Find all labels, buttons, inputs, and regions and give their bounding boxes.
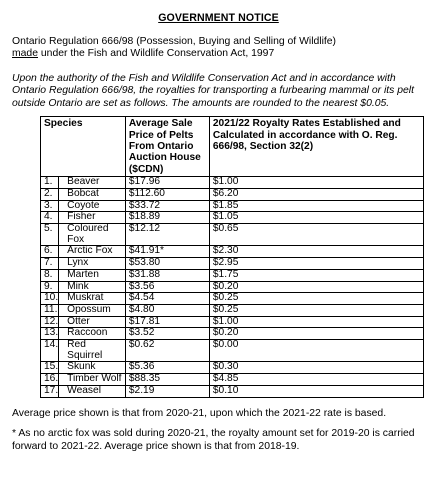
average-price-note: Average price shown is that from 2020-21, upon which the 2021-22 rate is based. [12, 407, 387, 419]
average-price: $41.91* [125, 246, 209, 258]
table-row [41, 385, 424, 397]
species-name: Timber Wolf [59, 374, 126, 386]
species-name: Lynx [59, 258, 126, 270]
royalty-rate: $0.20 [209, 281, 423, 293]
notice-title: GOVERNMENT NOTICE [158, 12, 279, 24]
royalty-rate: $1.85 [209, 200, 423, 212]
average-price: $31.88 [125, 269, 209, 281]
average-price: $4.80 [125, 304, 209, 316]
row-number: 14. [41, 340, 59, 362]
species-name: Marten [59, 269, 126, 281]
table-row [41, 258, 424, 270]
royalty-table-body [41, 177, 424, 397]
species-name: Skunk [59, 362, 126, 374]
average-price: $2.19 [125, 385, 209, 397]
row-number: 17. [41, 385, 59, 397]
row-number: 1. [41, 177, 59, 189]
species-name: Arctic Fox [59, 246, 126, 258]
table-row [41, 316, 424, 328]
species-name: Bobcat [59, 188, 126, 200]
table-row [41, 362, 424, 374]
row-number: 16. [41, 374, 59, 386]
species-name: Raccoon [59, 328, 126, 340]
royalty-rate: $1.05 [209, 212, 423, 224]
regulation-line-2 [12, 48, 425, 60]
species-name: Coyote [59, 200, 126, 212]
royalty-rate: $0.30 [209, 362, 423, 374]
table-row [41, 328, 424, 340]
table-row [41, 188, 424, 200]
species-name: Opossum [59, 304, 126, 316]
royalty-rate: $0.25 [209, 304, 423, 316]
royalty-rate: $4.85 [209, 374, 423, 386]
row-number: 4. [41, 212, 59, 224]
species-name: Otter [59, 316, 126, 328]
average-price: $88.35 [125, 374, 209, 386]
average-price: $53.80 [125, 258, 209, 270]
row-number: 6. [41, 246, 59, 258]
species-name: Beaver [59, 177, 126, 189]
table-row [41, 212, 424, 224]
average-price: $5.36 [125, 362, 209, 374]
row-number: 3. [41, 200, 59, 212]
royalty-rate: $1.00 [209, 316, 423, 328]
row-number: 11. [41, 304, 59, 316]
royalty-rate: $2.30 [209, 246, 423, 258]
table-row [41, 200, 424, 212]
average-price: $12.12 [125, 224, 209, 246]
arctic-fox-footnote: * As no arctic fox was sold during 2020-21, the royalty amount set for 2019-20 is carried forward to 2021-22. Average price shown is that from 2018-19. [12, 428, 415, 452]
royalty-rate: $1.75 [209, 269, 423, 281]
royalty-rate: $0.00 [209, 340, 423, 362]
royalty-rate: $0.65 [209, 224, 423, 246]
royalty-rate: $0.25 [209, 293, 423, 305]
average-price: $17.81 [125, 316, 209, 328]
table-row [41, 374, 424, 386]
average-price: $33.72 [125, 200, 209, 212]
average-price: $3.52 [125, 328, 209, 340]
average-price: $4.54 [125, 293, 209, 305]
row-number: 12. [41, 316, 59, 328]
royalty-rate: $0.10 [209, 385, 423, 397]
species-name: Muskrat [59, 293, 126, 305]
royalty-rate: $0.20 [209, 328, 423, 340]
row-number: 9. [41, 281, 59, 293]
row-number: 13. [41, 328, 59, 340]
average-price: $0.62 [125, 340, 209, 362]
header-species: Species [41, 117, 126, 177]
royalty-rate: $2.95 [209, 258, 423, 270]
row-number: 5. [41, 224, 59, 246]
royalty-table [40, 116, 424, 397]
royalty-rate: $6.20 [209, 188, 423, 200]
table-row [41, 281, 424, 293]
table-row [41, 269, 424, 281]
species-name: Mink [59, 281, 126, 293]
average-price: $17.96 [125, 177, 209, 189]
row-number: 8. [41, 269, 59, 281]
table-row [41, 340, 424, 362]
row-number: 7. [41, 258, 59, 270]
royalty-rate: $1.00 [209, 177, 423, 189]
row-number: 15. [41, 362, 59, 374]
species-name: Coloured Fox [59, 224, 126, 246]
species-name: Weasel [59, 385, 126, 397]
average-price: $112.60 [125, 188, 209, 200]
table-row [41, 304, 424, 316]
authority-paragraph: Upon the authority of the Fish and Wildlife Conservation Act and in accordance with Ontario Regulation 666/98, the royalties for transporting a furbearing mammal or its pelt outside Ontario are set as follows. The amounts are rounded to the nearest $0.05. [12, 72, 414, 109]
average-price: $18.89 [125, 212, 209, 224]
species-name: Red Squirrel [59, 340, 126, 362]
regulation-act: under the Fish and Wildlife Conservation Act, 1997 [38, 48, 275, 60]
row-number: 2. [41, 188, 59, 200]
table-row [41, 177, 424, 189]
regulation-line-1: Ontario Regulation 666/98 (Possession, Buying and Selling of Wildlife) [12, 35, 337, 47]
regulation-made-word: made [12, 48, 38, 60]
table-row [41, 246, 424, 258]
table-row [41, 224, 424, 246]
row-number: 10. [41, 293, 59, 305]
species-name: Fisher [59, 212, 126, 224]
header-royalty-rate: 2021/22 Royalty Rates Established and Calculated in accordance with O. Reg. 666/98, Section 32(2) [209, 117, 423, 177]
regulation-reference [12, 36, 425, 61]
table-row [41, 293, 424, 305]
header-average-price: Average Sale Price of Pelts From Ontario Auction House ($CDN) [125, 117, 209, 177]
table-header-row [41, 117, 424, 177]
average-price: $3.56 [125, 281, 209, 293]
